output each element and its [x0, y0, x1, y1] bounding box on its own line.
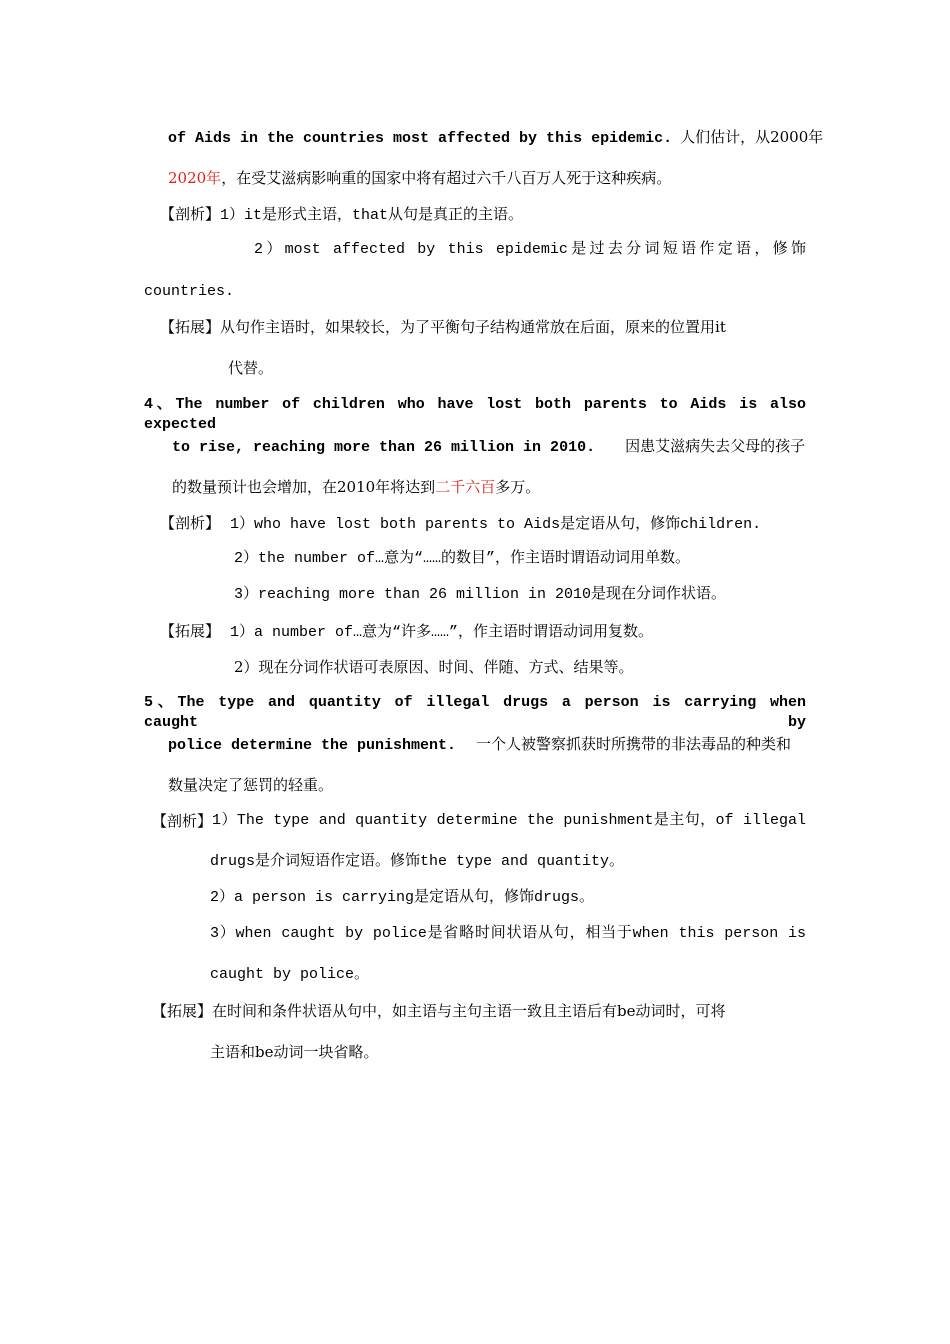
s4-red-number: 二千六百 — [435, 478, 496, 496]
s5-english-sentence-end: police determine the punishment. — [168, 737, 457, 754]
s4-extend-label: 【拓展】 — [160, 622, 221, 640]
s4-chinese-translation-b: 的数量预计也会增加，在2010年将达到 — [172, 478, 436, 496]
s5-analysis-2: 2）a person is carrying是定语从句，修饰drugs。 — [210, 889, 595, 906]
s3-english-sentence: of Aids in the countries most affected by this epidemic. — [168, 130, 673, 147]
s3-analysis-2b: countries. — [144, 283, 235, 300]
s4-extend-1-text: 1）a number of…意为“许多……”，作主语时谓语动词用复数。 — [230, 624, 654, 641]
s4-chinese-translation-c: 多万。 — [495, 478, 541, 496]
s3-analysis-2a: 2）most affected by this epidemic是过去分词短语作定语，修饰 — [254, 241, 806, 258]
s5-analysis-1a-text: 1）The type and quantity determine the punishment是主句，of illegal — [212, 812, 806, 829]
s5-extend-label: 【拓展】 — [152, 1002, 213, 1020]
s3-line-2 — [168, 168, 671, 188]
s5-chinese-translation-a: 一个人被警察抓获时所携带的非法毒品的种类和 — [476, 735, 792, 753]
s4-english-sentence-end: to rise, reaching more than 26 million in 2010. — [172, 439, 596, 456]
s5-extend-1a-text: 在时间和条件状语从句中，如主语与主句主语一致且主语后有be动词时，可将 — [212, 1002, 726, 1020]
s5-line-1: 5、The type and quantity of illegal drugs a person is carrying when caught by — [144, 694, 806, 731]
s4-analysis-1 — [160, 513, 761, 535]
s3-analysis-1 — [160, 204, 523, 226]
s4-line-2 — [172, 436, 805, 458]
s3-extend-1a — [160, 317, 726, 337]
s4-extend-2: 2）现在分词作状语可表原因、时间、伴随、方式、结果等。 — [234, 658, 634, 676]
s5-analysis-label: 【剖析】 — [152, 812, 213, 830]
s5-line-2 — [168, 734, 791, 756]
s3-analysis-1-text: 1）it是形式主语，that从句是真正的主语。 — [220, 207, 524, 224]
s3-chinese-translation-b: ，在受艾滋病影响重的国家中将有超过六千八百万人死于这种疾病。 — [221, 169, 672, 187]
s3-chinese-translation-a: 人们估计，从2000年 — [680, 128, 824, 146]
s5-analysis-3a: 3）when caught by police是省略时间状语从句，相当于when this person is — [210, 925, 806, 942]
s3-red-year: 2020年 — [168, 169, 222, 187]
s5-analysis-3b: caught by police。 — [210, 966, 370, 983]
s3-extend-label: 【拓展】 — [160, 318, 221, 336]
s3-extend-1a-text: 从句作主语时，如果较长，为了平衡句子结构通常放在后面，原来的位置用it — [220, 318, 726, 336]
s5-extend-1b: 主语和be动词一块省略。 — [210, 1043, 379, 1061]
s4-analysis-3: 3）reaching more than 26 million in 2010是现在分词作状语。 — [234, 586, 727, 603]
s4-extend-1 — [160, 621, 653, 643]
s4-analysis-label: 【剖析】 — [160, 514, 221, 532]
s3-extend-1b: 代替。 — [228, 359, 274, 377]
s3-analysis-label: 【剖析】 — [160, 205, 221, 223]
s4-chinese-translation-a: 因患艾滋病失去父母的孩子 — [625, 437, 806, 455]
s4-line-3 — [172, 477, 540, 497]
s5-analysis-1a — [152, 811, 806, 831]
s4-line-1: 4、The number of children who have lost both parents to Aids is also expected — [144, 396, 806, 433]
s4-analysis-1-text: 1）who have lost both parents to Aids是定语从句，修饰children. — [230, 516, 762, 533]
s5-analysis-1b: drugs是介词短语作定语。修饰the type and quantity。 — [210, 853, 625, 870]
s3-line-1 — [168, 127, 823, 149]
s4-analysis-2: 2）the number of…意为“……的数目”，作主语时谓语动词用单数。 — [234, 550, 691, 567]
s5-line-3: 数量决定了惩罚的轻重。 — [168, 776, 334, 794]
s5-extend-1a — [152, 1001, 726, 1021]
